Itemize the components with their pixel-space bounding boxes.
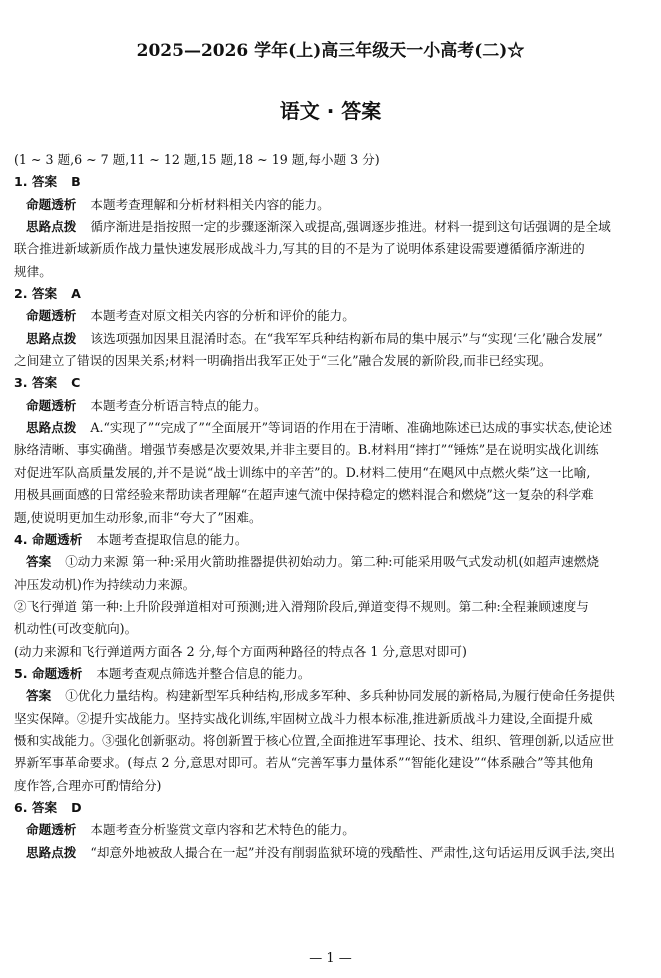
q1-text-b2: 联合推进新域新质作战力量快速发展形成战斗力,写其的目的不是为了说明体系建设需要遵循循序渐进的 xyxy=(14,241,585,257)
q4-answer xyxy=(14,551,647,573)
q6-number: 6. 答案 xyxy=(14,799,58,815)
q5-label-b: 答案 xyxy=(26,688,52,704)
page-number: — 1 — xyxy=(309,951,352,966)
q2-label-a: 命题透析 xyxy=(26,308,77,324)
q4-text-b1: ①动力来源 第一种:采用火箭助推器提供初始动力。第二种:可能采用吸气式发动机(如超声速燃烧 xyxy=(65,554,599,570)
q1-number: 1. 答案 xyxy=(14,174,58,190)
q2-number: 2. 答案 xyxy=(14,286,58,302)
q5-text-b3: 慑和实战能力。③强化创新驱动。将创新置于核心位置,全面推进军事理论、技术、组织、管理创新,以适应世 xyxy=(14,732,614,748)
q3-label-b: 思路点拨 xyxy=(26,420,77,436)
subject-title: 语文 · 答案 xyxy=(279,99,382,123)
q6-hint xyxy=(14,842,647,864)
q2-text-a: 本题考查对原文相关内容的分析和评价的能力。 xyxy=(90,308,355,324)
q4-text-b2: 冲压发动机)作为持续动力来源。 xyxy=(14,576,196,592)
q3-label-a: 命题透析 xyxy=(26,397,77,413)
q4-analysis xyxy=(14,529,647,551)
q2-label-b: 思路点拨 xyxy=(26,330,77,346)
q2-text-b1: 该选项强加因果且混淆时态。在“我军军兵种结构新布局的集中展示”与“实现‘三化’融合发展” xyxy=(90,330,603,346)
q1-label-a: 命题透析 xyxy=(26,196,77,212)
q1-label-b: 思路点拨 xyxy=(26,219,77,235)
q6-answer xyxy=(14,797,647,819)
q2-answer xyxy=(14,283,647,305)
q2-analysis xyxy=(14,305,647,327)
q2-hint xyxy=(14,328,647,350)
q3-text-a: 本题考查分析语言特点的能力。 xyxy=(90,397,267,413)
q4-text-b3: ②飞行弹道 第一种:上升阶段弹道相对可预测;进入滑翔阶段后,弹道变得不规则。第二种:全程兼顾速度与 xyxy=(14,598,589,614)
q3-text-b1: A.“实现了”“完成了”“全面展开”等词语的作用在于清晰、准确地陈述已达成的事实状态,使论述 xyxy=(90,420,613,436)
q3-text-b5: 题,使说明更加生动形象,而非“夸大了”困难。 xyxy=(14,509,262,525)
q3-analysis xyxy=(14,395,647,417)
q5-analysis xyxy=(14,663,647,685)
q2-text-b2: 之间建立了错误的因果关系;材料一明确指出我军正处于“三化”融合发展的新阶段,而非已经实现。 xyxy=(14,353,552,369)
q3-text-b2: 脉络清晰、事实确凿。增强节奏感是次要效果,并非主要目的。B.材料用“摔打”“锤炼”是在说明实战化训练 xyxy=(14,442,599,458)
q3-answer xyxy=(14,372,647,394)
q6-text-b1: “却意外地被敌人撮合在一起”并没有削弱监狱环境的残酷性、严肃性,这句话运用反讽手法,突出 xyxy=(90,844,616,860)
q6-answer-value: D xyxy=(71,799,82,815)
q5-text-b4: 界新军事革命要求。(每点 2 分,意思对即可。若从“完善军事力量体系”“智能化建设”“体系融合”等其他角 xyxy=(14,755,594,771)
answer-content xyxy=(14,149,647,864)
q4-number: 4. 命题透析 xyxy=(14,531,83,547)
q1-analysis xyxy=(14,194,647,216)
q3-text-b4: 用极具画面感的日常经验来帮助读者理解“在超声速气流中保持稳定的燃料混合和燃烧”这一复杂的科学难 xyxy=(14,487,594,503)
q5-text-b1: ①优化力量结构。构建新型军兵种结构,形成多军种、多兵种协同发展的新格局,为履行使命任务提供 xyxy=(65,688,615,704)
q3-number: 3. 答案 xyxy=(14,375,58,391)
q4-text-b4: 机动性(可改变航向)。 xyxy=(14,621,138,637)
q5-answer xyxy=(14,685,647,707)
q1-text-b3: 规律。 xyxy=(14,263,52,279)
q5-text-a: 本题考查观点筛选并整合信息的能力。 xyxy=(96,665,311,681)
q3-hint xyxy=(14,417,647,439)
q3-text-b3: 对促进军队高质量发展的,并不是说“战士训练中的辛苦”的。D.材料二使用“在飓风中点燃火柴”这一比喻, xyxy=(14,464,591,480)
q2-answer-value: A xyxy=(71,286,81,302)
q1-answer-value: B xyxy=(71,174,81,190)
q6-text-a: 本题考查分析鉴赏文章内容和艺术特色的能力。 xyxy=(90,822,355,838)
q1-text-a: 本题考查理解和分析材料相关内容的能力。 xyxy=(90,196,330,212)
q1-text-b1: 循序渐进是指按照一定的步骤逐渐深入或提高,强调逐步推进。材料一提到这句话强调的是全域 xyxy=(90,219,611,235)
q5-number: 5. 命题透析 xyxy=(14,665,83,681)
scoring-note: (1 ~ 3 题,6 ~ 7 题,11 ~ 12 题,15 题,18 ~ 19 题,每小题 3 分) xyxy=(14,152,380,167)
q1-hint xyxy=(14,216,647,238)
q6-label-a: 命题透析 xyxy=(26,822,77,838)
q4-label-b: 答案 xyxy=(26,554,52,570)
q4-text-b5: (动力来源和飞行弹道两方面各 2 分,每个方面两种路径的特点各 1 分,意思对即可) xyxy=(14,643,467,659)
q1-answer xyxy=(14,171,647,193)
q6-label-b: 思路点拨 xyxy=(26,844,77,860)
q5-text-b2: 坚实保障。②提升实战能力。坚持实战化训练,牢固树立战斗力根本标准,推进新质战斗力建设,全面提升威 xyxy=(14,710,593,726)
q5-text-b5: 度作答,合理亦可酌情给分) xyxy=(14,777,162,793)
q4-text-a: 本题考查提取信息的能力。 xyxy=(96,531,248,547)
exam-title: 2025—2026 学年(上)高三年级天一小高考(二)☆ xyxy=(136,41,525,61)
q3-answer-value: C xyxy=(71,375,81,391)
q6-analysis xyxy=(14,819,647,841)
